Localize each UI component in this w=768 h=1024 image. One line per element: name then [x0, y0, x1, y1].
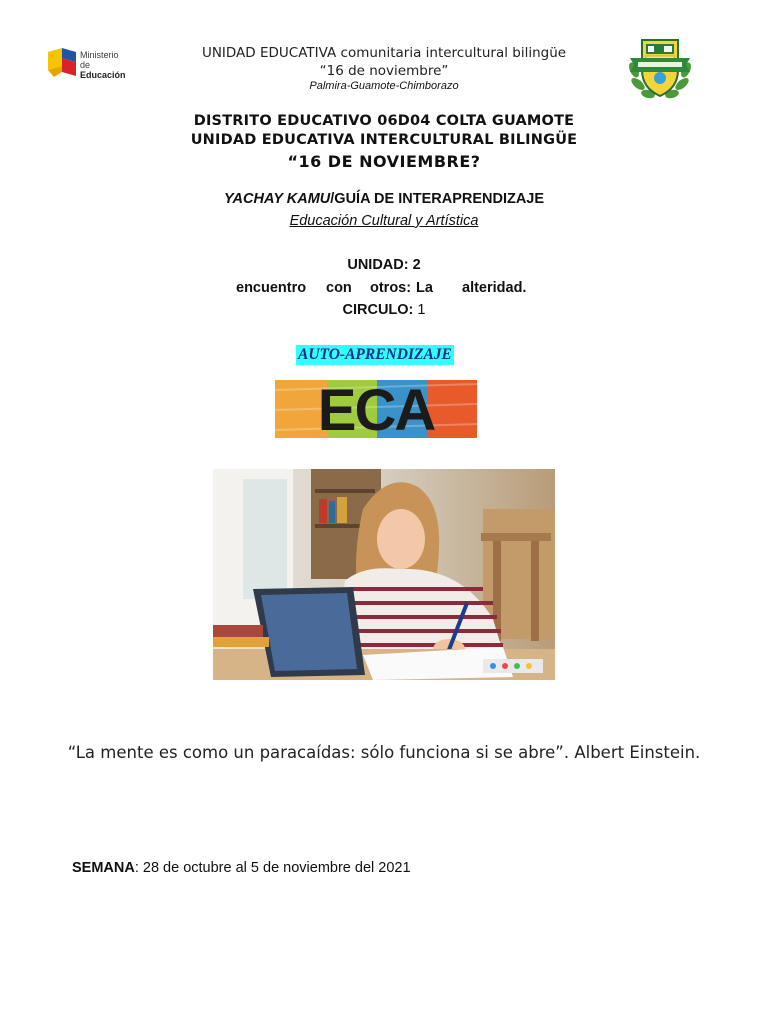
circulo — [0, 302, 768, 318]
unit-title: UNIDAD EDUCATIVA INTERCULTURAL BILINGÜE — [190, 132, 578, 148]
subject-title: Educación Cultural y Artística — [289, 213, 479, 229]
guide-title-rest: /GUÍA DE INTERAPRENDIZAJE — [330, 191, 545, 207]
school-name-line: “16 de noviembre” — [319, 63, 449, 79]
student-photo — [213, 469, 555, 680]
circulo-label: CIRCULO: — [342, 302, 414, 318]
week-line — [72, 860, 411, 876]
topic-word: alteridad. — [462, 280, 527, 296]
topic-word: encuentro — [236, 280, 307, 296]
district-title: DISTRITO EDUCATIVO 06D04 COLTA GUAMOTE — [193, 113, 575, 129]
eca-logo-text: ECA — [317, 380, 435, 438]
school-name-title: “16 DE NOVIEMBRE? — [287, 152, 481, 171]
topic-word: con — [326, 280, 352, 296]
ministry-line1: Ministerio — [80, 50, 119, 60]
yachay-kamu: YACHAY KAMU — [223, 191, 331, 207]
week-value: : 28 de octubre al 5 de noviembre del 2021 — [134, 860, 411, 876]
week-label: SEMANA — [72, 860, 135, 876]
auto-aprendizaje-highlight: AUTO-APRENDIZAJE — [298, 346, 452, 363]
ministry-line2-prefix: de — [80, 60, 91, 70]
unidad-label: UNIDAD: 2 — [347, 257, 421, 273]
topic-word: La — [416, 280, 433, 296]
einstein-quote: “La mente es como un paracaídas: sólo funciona si se abre”. Albert Einstein. — [67, 743, 701, 762]
school-line: UNIDAD EDUCATIVA comunitaria intercultural bilingüe — [201, 45, 567, 61]
guide-title — [0, 191, 768, 207]
topic-word: otros: — [370, 280, 412, 296]
eca-logo — [275, 380, 477, 438]
ministry-line2-bold: Educación — [80, 70, 126, 80]
location: Palmira-Guamote-Chimborazo — [309, 80, 459, 92]
circulo-value: 1 — [413, 302, 426, 318]
